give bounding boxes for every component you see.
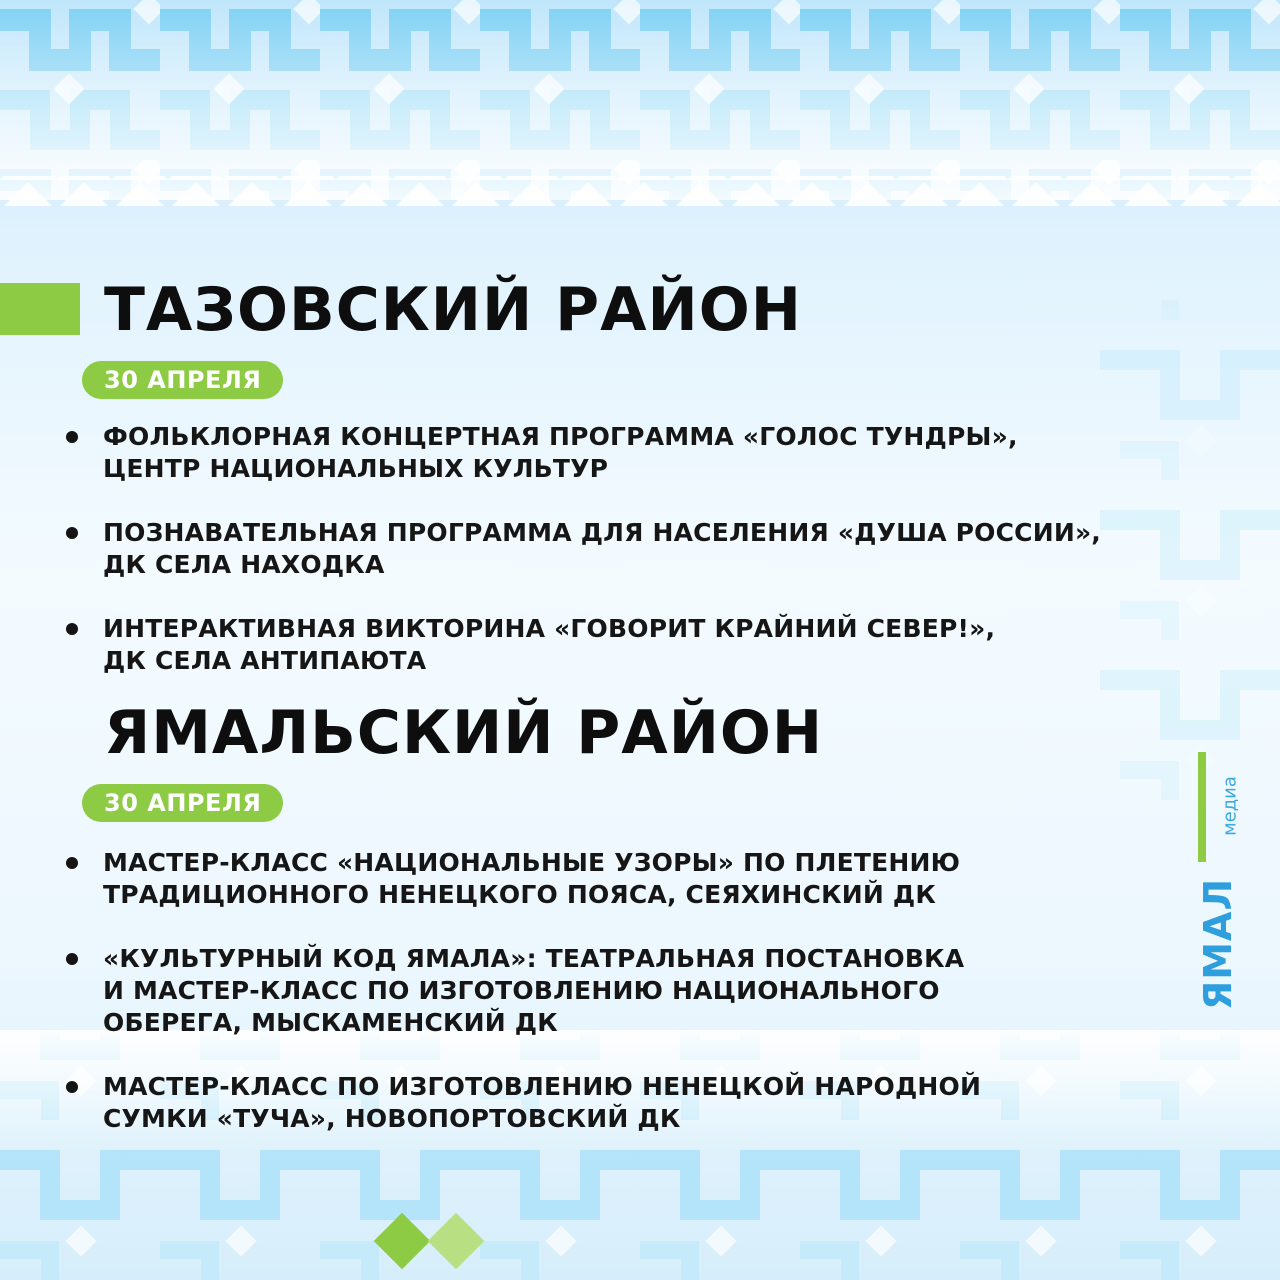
list-bullet-icon (66, 1081, 78, 1093)
list-bullet-icon (66, 857, 78, 869)
list-bullet-icon (66, 623, 78, 635)
event-list-tazovsky (0, 421, 1103, 709)
list-item (0, 943, 1103, 1039)
list-item (0, 1071, 1103, 1135)
list-item (0, 517, 1103, 581)
diamond-ornament-icon (374, 1213, 431, 1270)
event-text: ФОЛЬКЛОРНАЯ КОНЦЕРТНАЯ ПРОГРАММА «ГОЛОС ТУНДРЫ», ЦЕНТР НАЦИОНАЛЬНЫХ КУЛЬТУР (103, 422, 1018, 483)
section-title-yamalsky: ЯМАЛЬСКИЙ РАЙОН (104, 698, 824, 768)
date-badge-tazovsky: 30 АПРЕЛЯ (82, 361, 283, 399)
diamond-ornament-icon (428, 1213, 485, 1270)
list-bullet-icon (66, 953, 78, 965)
list-item (0, 421, 1103, 485)
event-text: ИНТЕРАКТИВНАЯ ВИКТОРИНА «ГОВОРИТ КРАЙНИЙ СЕВЕР!», ДК СЕЛА АНТИПАЮТА (103, 614, 996, 675)
event-text: МАСТЕР-КЛАСС ПО ИЗГОТОВЛЕНИЮ НЕНЕЦКОЙ НАРОДНОЙ СУМКИ «ТУЧА», НОВОПОРТОВСКИЙ ДК (103, 1072, 982, 1133)
list-bullet-icon (66, 527, 78, 539)
event-text: МАСТЕР-КЛАСС «НАЦИОНАЛЬНЫЕ УЗОРЫ» ПО ПЛЕТЕНИЮ ТРАДИЦИОННОГО НЕНЕЦКОГО ПОЯСА, СЕЯХИНСКИЙ ДК (103, 848, 961, 909)
section-accent-bar (0, 283, 80, 335)
yamal-media-logo (1198, 752, 1240, 1012)
list-bullet-icon (66, 431, 78, 443)
event-text: ПОЗНАВАТЕЛЬНАЯ ПРОГРАММА ДЛЯ НАСЕЛЕНИЯ «ДУША РОССИИ», ДК СЕЛА НАХОДКА (103, 518, 1102, 579)
list-item (0, 613, 1103, 677)
event-list-yamalsky (0, 847, 1103, 1167)
event-text: «КУЛЬТУРНЫЙ КОД ЯМАЛА»: ТЕАТРАЛЬНАЯ ПОСТАНОВКА И МАСТЕР-КЛАСС ПО ИЗГОТОВЛЕНИЮ НАЦИОНАЛЬНОГО ОБЕРЕГА, МЫСКАМЕНСКИЙ ДК (103, 944, 965, 1037)
section-title-tazovsky: ТАЗОВСКИЙ РАЙОН (104, 275, 802, 345)
logo-main-text: ЯМАЛ (1196, 877, 1240, 1011)
list-item (0, 847, 1103, 911)
date-badge-yamalsky: 30 АПРЕЛЯ (82, 784, 283, 822)
logo-media-text: медиа (1219, 776, 1241, 836)
logo-media-bar (1198, 752, 1241, 862)
